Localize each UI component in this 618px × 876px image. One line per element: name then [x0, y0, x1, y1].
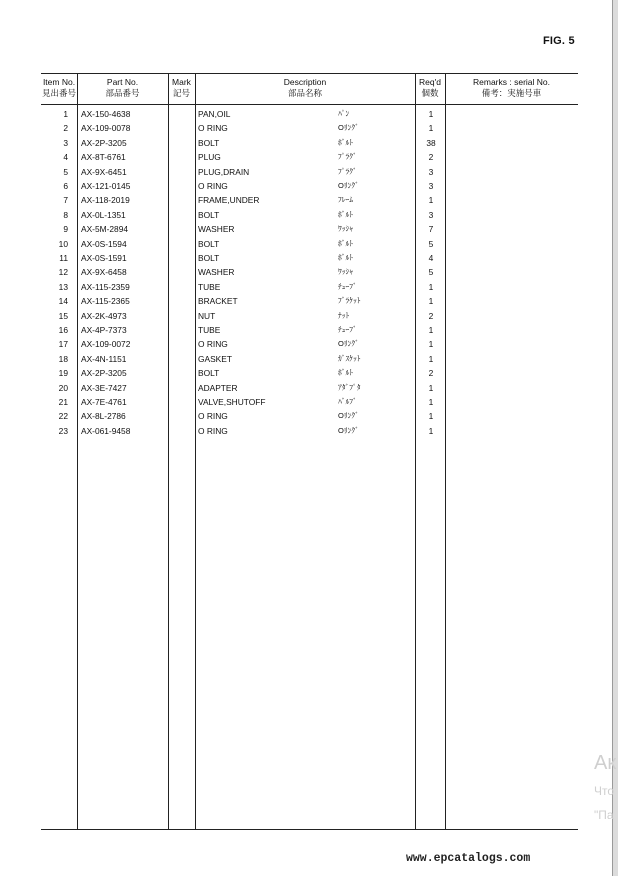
quantity: 1 — [428, 397, 434, 407]
description-jp: Oﾘﾝｸﾞ — [338, 411, 359, 421]
item-number: 18 — [58, 353, 68, 364]
description-jp: ﾎﾞﾙﾄ — [338, 368, 353, 378]
part-number: AX-0S-1594 — [81, 238, 127, 249]
header-item-jp: 見出番号 — [41, 88, 76, 98]
item-number: 12 — [58, 267, 68, 278]
description: BOLT — [198, 368, 220, 379]
description: O RING — [198, 339, 228, 350]
item-number: 7 — [63, 195, 68, 206]
item-number: 16 — [58, 325, 68, 335]
description: BRACKET — [198, 296, 238, 307]
website-url: www.epcatalogs.com — [406, 852, 531, 865]
quantity: 5 — [428, 238, 434, 249]
table-row — [41, 208, 578, 222]
part-number: AX-5M-2894 — [81, 224, 129, 235]
part-number: AX-4N-1151 — [81, 353, 127, 364]
description-jp: Oﾘﾝｸﾞ — [338, 181, 359, 190]
part-number: AX-0S-1591 — [81, 253, 127, 263]
quantity: 1 — [428, 325, 434, 335]
description: BOLT — [198, 238, 220, 249]
description: FRAME,UNDER — [198, 195, 260, 206]
item-number: 22 — [58, 411, 68, 422]
header-reqd — [415, 77, 445, 99]
header-description-jp: 部品名称 — [287, 88, 322, 98]
description-jp: ﾎﾞﾙﾄ — [338, 238, 353, 248]
header-mark-jp: 記号 — [172, 88, 190, 98]
item-number: 6 — [63, 181, 68, 191]
part-number: AX-9X-6458 — [81, 267, 127, 278]
description-jp: ﾁｭｰﾌﾞ — [338, 281, 357, 291]
part-number: AX-8L-2786 — [81, 411, 126, 422]
quantity: 1 — [428, 411, 434, 422]
description-jp: Oﾘﾝｸﾞ — [338, 425, 359, 435]
description: VALVE,SHUTOFF — [198, 397, 266, 407]
table-row — [41, 366, 578, 380]
description: GASKET — [198, 353, 232, 364]
overlay-text-line-1: Ак — [594, 752, 617, 774]
quantity: 1 — [428, 353, 434, 364]
table-row — [41, 323, 578, 337]
item-number: 10 — [58, 238, 68, 249]
header-remarks — [445, 77, 578, 99]
quantity: 1 — [428, 296, 434, 307]
table-row — [41, 409, 578, 423]
header-remarks-en: Remarks : serial No. — [473, 77, 550, 87]
part-number: AX-7E-4761 — [81, 397, 127, 407]
header-remarks-jp: 備考：実施号車 — [481, 88, 542, 98]
part-number: AX-4P-7373 — [81, 325, 127, 335]
description-jp: Oﾘﾝｸﾞ — [338, 339, 359, 349]
item-number: 15 — [58, 310, 68, 321]
quantity: 2 — [428, 310, 434, 321]
table-row — [41, 237, 578, 251]
description: WASHER — [198, 267, 235, 278]
quantity: 1 — [428, 195, 434, 206]
table-header-rule — [41, 104, 578, 105]
overlay-text-line-2: Что — [594, 784, 615, 798]
description-jp: ﾊﾞﾙﾌﾞ — [338, 397, 357, 406]
description: BOLT — [198, 137, 220, 148]
table-row — [41, 165, 578, 179]
table-row — [41, 280, 578, 294]
table-row — [41, 294, 578, 308]
table-row — [41, 179, 578, 193]
item-number: 3 — [63, 137, 68, 148]
description-jp: ｱﾀﾞﾌﾟﾀ — [338, 382, 361, 392]
table-row — [41, 136, 578, 150]
part-number: AX-2K-4973 — [81, 310, 127, 321]
part-number: AX-150-4638 — [81, 109, 131, 119]
part-number: AX-8T-6761 — [81, 152, 126, 163]
description-jp: ﾊﾟﾝ — [338, 109, 350, 118]
page-edge — [612, 0, 618, 876]
description-jp: ﾜｯｼｬ — [338, 224, 353, 234]
description-jp: ﾁｭｰﾌﾞ — [338, 325, 357, 334]
part-number: AX-3E-7427 — [81, 382, 127, 393]
quantity: 3 — [428, 209, 434, 220]
item-number: 2 — [63, 123, 68, 134]
quantity: 1 — [428, 382, 434, 393]
header-part-jp: 部品番号 — [105, 88, 140, 98]
description-jp: ﾎﾞﾙﾄ — [338, 209, 353, 219]
part-number: AX-109-0072 — [81, 339, 131, 350]
description-jp: ﾎﾞﾙﾄ — [338, 137, 353, 147]
item-number: 19 — [58, 368, 68, 379]
quantity: 3 — [428, 166, 434, 177]
quantity: 4 — [428, 253, 434, 263]
description: O RING — [198, 425, 228, 436]
table-row — [41, 265, 578, 279]
description: BOLT — [198, 209, 220, 220]
quantity: 1 — [428, 425, 434, 436]
part-number: AX-115-2359 — [81, 281, 130, 292]
header-reqd-en: Req'd — [419, 77, 441, 87]
item-number: 4 — [63, 152, 68, 163]
description-jp: ﾌﾚｰﾑ — [338, 195, 353, 205]
description: O RING — [198, 123, 228, 134]
table-row — [41, 309, 578, 323]
quantity: 2 — [428, 368, 434, 379]
description-jp: ﾜｯｼｬ — [338, 267, 353, 277]
quantity: 1 — [428, 281, 434, 292]
description-jp: ｶﾞｽｹｯﾄ — [338, 353, 361, 363]
description: O RING — [198, 181, 228, 191]
description: TUBE — [198, 325, 221, 335]
item-number: 14 — [58, 296, 68, 307]
description: BOLT — [198, 253, 220, 263]
part-number: AX-118-2019 — [81, 195, 130, 206]
item-number: 9 — [63, 224, 68, 235]
table-row — [41, 107, 578, 121]
part-number: AX-2P-3205 — [81, 137, 127, 148]
table-row — [41, 121, 578, 135]
part-number: AX-115-2365 — [81, 296, 130, 307]
item-number: 17 — [58, 339, 68, 350]
quantity: 3 — [428, 181, 434, 191]
description: NUT — [198, 310, 216, 321]
table-row — [41, 424, 578, 438]
header-mark-en: Mark — [172, 77, 191, 87]
quantity: 7 — [428, 224, 434, 235]
description: TUBE — [198, 281, 221, 292]
part-number: AX-2P-3205 — [81, 368, 127, 379]
description-jp: ﾌﾞﾗｹｯﾄ — [338, 296, 361, 306]
part-number: AX-109-0078 — [81, 123, 131, 134]
quantity: 1 — [428, 109, 434, 119]
item-number: 13 — [58, 281, 68, 292]
header-item-no — [41, 77, 77, 99]
header-description — [195, 77, 415, 99]
description-jp: Oﾘﾝｸﾞ — [338, 123, 359, 133]
description-jp: ﾌﾟﾗｸﾞ — [338, 166, 357, 176]
item-number: 21 — [58, 397, 68, 407]
description-jp: ﾎﾞﾙﾄ — [338, 253, 353, 262]
table-row — [41, 352, 578, 366]
description-jp: ﾌﾟﾗｸﾞ — [338, 152, 357, 162]
description: O RING — [198, 411, 228, 422]
description: PLUG — [198, 152, 221, 163]
header-part-en: Part No. — [106, 77, 139, 87]
table-row — [41, 395, 578, 409]
header-part-no — [77, 77, 168, 99]
item-number: 11 — [59, 253, 68, 263]
description: PLUG,DRAIN — [198, 166, 250, 177]
part-number: AX-9X-6451 — [81, 166, 127, 177]
table-bottom-rule — [41, 829, 578, 830]
quantity: 1 — [428, 123, 434, 134]
description: ADAPTER — [198, 382, 238, 393]
item-number: 8 — [63, 209, 68, 220]
part-number: AX-0L-1351 — [81, 209, 126, 220]
table-row — [41, 193, 578, 207]
header-reqd-jp: 個数 — [421, 88, 439, 98]
quantity: 1 — [428, 339, 434, 350]
table-row — [41, 251, 578, 265]
quantity: 38 — [426, 137, 436, 148]
overlay-text-line-3: "Па — [594, 808, 614, 822]
part-number: AX-061-9458 — [81, 425, 131, 436]
header-description-en: Description — [283, 77, 327, 87]
figure-label: FIG. 5 — [543, 35, 575, 47]
item-number: 1 — [63, 109, 68, 119]
table-top-rule — [41, 73, 578, 74]
item-number: 5 — [63, 166, 68, 177]
item-number: 23 — [58, 425, 68, 436]
table-row — [41, 381, 578, 395]
item-number: 20 — [58, 382, 68, 393]
header-item-en: Item No. — [42, 77, 76, 87]
table-row — [41, 337, 578, 351]
table-row — [41, 150, 578, 164]
description-jp: ﾅｯﾄ — [338, 310, 350, 320]
quantity: 2 — [428, 152, 434, 163]
table-row — [41, 222, 578, 236]
description: WASHER — [198, 224, 235, 235]
quantity: 5 — [428, 267, 434, 278]
description: PAN,OIL — [198, 109, 231, 119]
part-number: AX-121-0145 — [81, 181, 131, 191]
header-mark — [168, 77, 195, 99]
